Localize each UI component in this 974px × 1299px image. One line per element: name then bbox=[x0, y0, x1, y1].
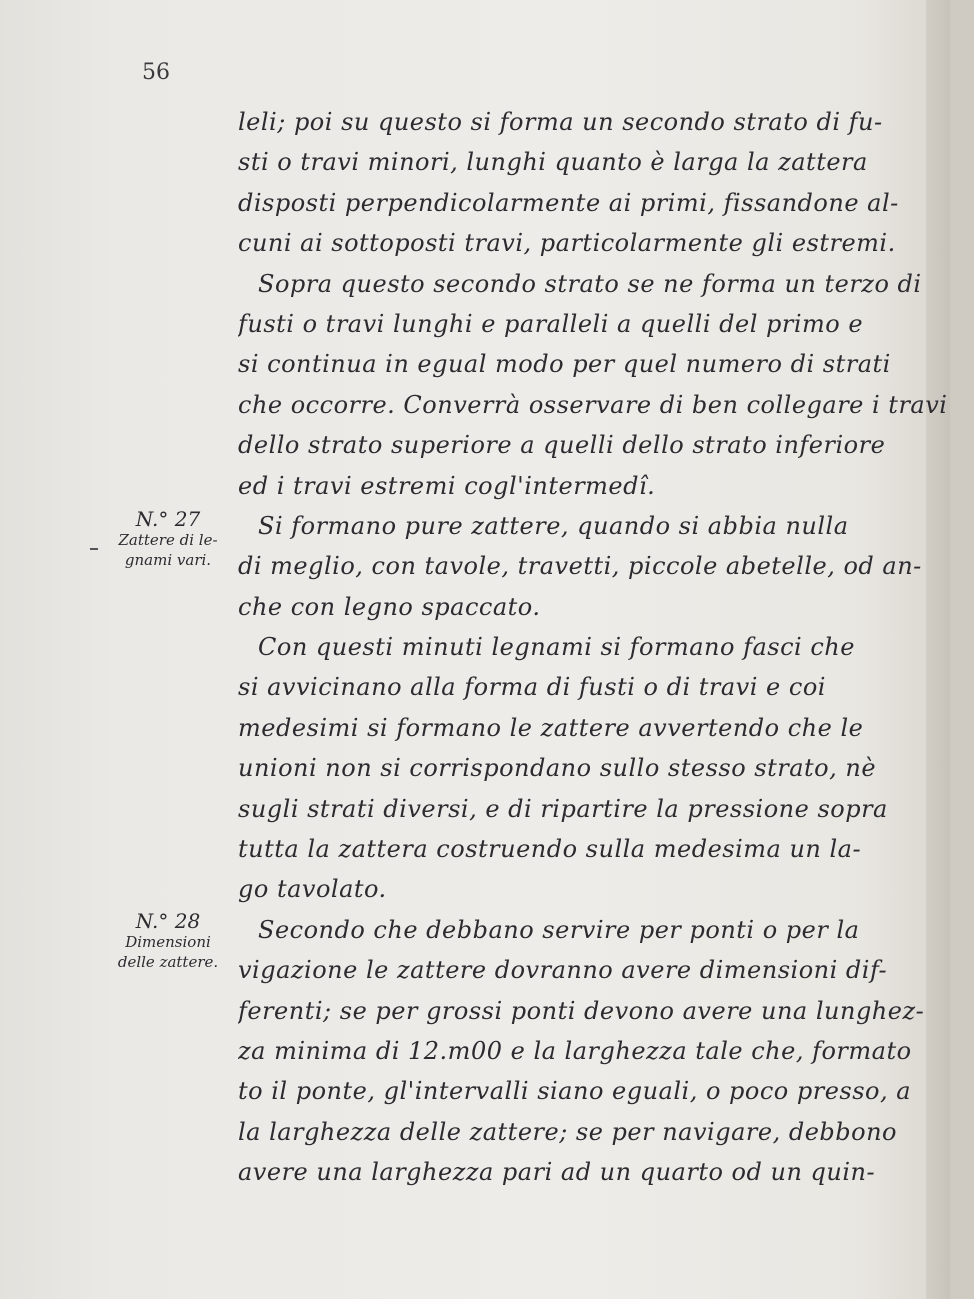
text-line: la larghezza delle zattere; se per navigare, debbono bbox=[238, 1117, 897, 1146]
text-line: Secondo che debbano servire per ponti o per la bbox=[258, 915, 860, 944]
text-line: Sopra questo secondo strato se ne forma un terzo di bbox=[258, 269, 922, 298]
margin-note-27 bbox=[100, 508, 236, 570]
margin-note-28 bbox=[100, 910, 236, 972]
text-line: cuni ai sottoposti travi, particolarmente gli estremi. bbox=[238, 229, 896, 258]
text-line: che occorre. Converrà osservare di ben collegare i travi bbox=[238, 390, 948, 419]
text-line: Con questi minuti legnami si formano fasci che bbox=[258, 633, 855, 662]
text-line: che con legno spaccato. bbox=[238, 592, 541, 621]
margin-note-title-line: gnami vari. bbox=[124, 551, 212, 569]
text-line: dello strato superiore a quelli dello strato inferiore bbox=[238, 431, 886, 460]
handwritten-text-body bbox=[238, 102, 950, 1193]
text-line: avere una larghezza pari ad un quarto od un quin- bbox=[238, 1158, 876, 1187]
text-line: go tavolato. bbox=[238, 875, 387, 904]
text-line: to il ponte, gl'intervalli siano eguali, o poco presso, a bbox=[238, 1077, 912, 1106]
margin-dash bbox=[90, 548, 98, 550]
text-line: unioni non si corrispondano sullo stesso strato, nè bbox=[238, 754, 877, 783]
text-line: leli; poi su questo si forma un secondo strato di fu- bbox=[238, 108, 883, 136]
margin-note-title-line: Zattere di le- bbox=[118, 531, 218, 549]
text-line: si avvicinano alla forma di fusti o di travi e coi bbox=[238, 673, 826, 702]
margin-note-number: N.° 28 bbox=[135, 909, 201, 933]
text-line: Si formano pure zattere, quando si abbia nulla bbox=[258, 511, 849, 540]
text-line: ferenti; se per grossi ponti devono avere una lunghez- bbox=[238, 996, 925, 1025]
text-line: si continua in egual modo per quel numero di strati bbox=[238, 350, 891, 379]
margin-note-number: N.° 27 bbox=[135, 507, 201, 531]
margin-note-title-line: delle zattere. bbox=[117, 953, 219, 971]
text-line: ed i travi estremi cogl'intermedî. bbox=[238, 471, 656, 500]
text-line: za minima di 12.m00 e la larghezza tale che, formato bbox=[238, 1036, 912, 1065]
text-line: medesimi si formano le zattere avvertendo che le bbox=[238, 713, 864, 742]
margin-note-title-line: Dimensioni bbox=[125, 933, 211, 951]
text-line: di meglio, con tavole, travetti, piccole abetelle, od an- bbox=[238, 552, 922, 581]
text-line: disposti perpendicolarmente ai primi, fissandone al- bbox=[238, 188, 899, 217]
page-number: 56 bbox=[142, 60, 170, 85]
text-line: vigazione le zattere dovranno avere dimensioni dif- bbox=[238, 956, 888, 985]
text-line: tutta la zattera costruendo sulla medesima un la- bbox=[238, 835, 862, 864]
text-line: sti o travi minori, lunghi quanto è larga la zattera bbox=[238, 148, 868, 177]
text-line: sugli strati diversi, e di ripartire la pressione sopra bbox=[238, 794, 888, 823]
text-line: fusti o travi lunghi e paralleli a quelli del primo e bbox=[238, 309, 864, 338]
